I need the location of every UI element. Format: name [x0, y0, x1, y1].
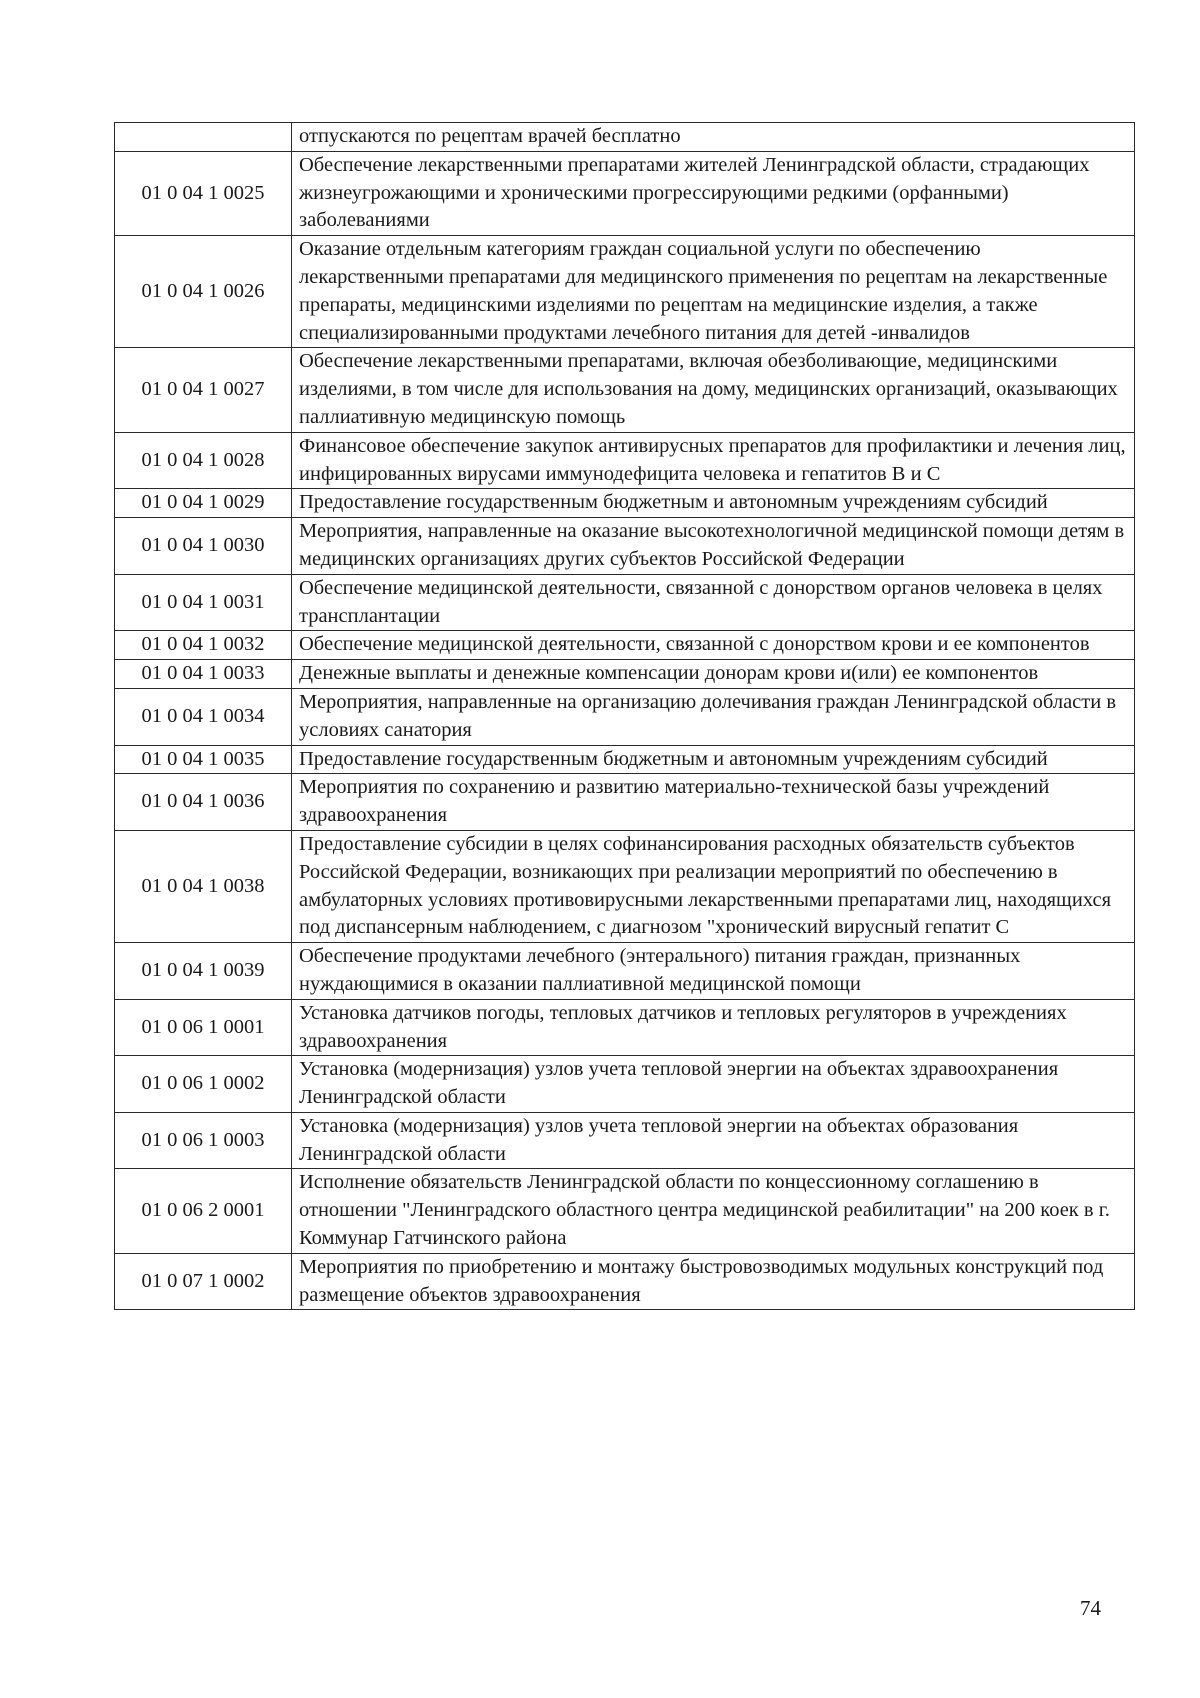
row-code: [115, 123, 292, 152]
budget-code-table: [114, 122, 1135, 1310]
row-description: Предоставление субсидии в целях софинансирования расходных обязательств субъектов Российской Федерации, возникающих при реализации мероприятий по обеспечению в амбулаторных условиях противовирусными лекарственными препаратами лиц, находящихся под диспансерным наблюдением, с диагнозом "хронический вирусный гепатит С: [292, 830, 1135, 942]
row-code: 01 0 04 1 0029: [115, 489, 292, 518]
table-row: [115, 151, 1135, 235]
table-row: [115, 631, 1135, 660]
row-description: Обеспечение лекарственными препаратами жителей Ленинградской области, страдающих жизнеугрожающими и хроническими прогрессирующими редкими (орфанными) заболеваниями: [292, 151, 1135, 235]
row-code: 01 0 04 1 0026: [115, 236, 292, 348]
table-row: [115, 688, 1135, 745]
row-description: Мероприятия, направленные на организацию долечивания граждан Ленинградской области в условиях санатория: [292, 688, 1135, 745]
row-description: Установка датчиков погоды, тепловых датчиков и тепловых регуляторов в учреждениях здравоохранения: [292, 999, 1135, 1056]
table-row: [115, 432, 1135, 489]
table-row: [115, 236, 1135, 348]
table-row: [115, 660, 1135, 689]
row-description: Оказание отдельным категориям граждан социальной услуги по обеспечению лекарственными препаратами для медицинского применения по рецептам на лекарственные препараты, медицинскими изделиями по рецептам на медицинские изделия, а также специализированными продуктами лечебного питания для детей -инвалидов: [292, 236, 1135, 348]
row-code: 01 0 04 1 0030: [115, 518, 292, 575]
table-row: [115, 1056, 1135, 1113]
page-number: 74: [1080, 1596, 1101, 1620]
table-row: [115, 1112, 1135, 1169]
row-description: Обеспечение лекарственными препаратами, включая обезболивающие, медицинскими изделиями, в том числе для использования на дому, медицинских организаций, оказывающих паллиативную медицинскую помощь: [292, 348, 1135, 432]
row-description: Установка (модернизация) узлов учета тепловой энергии на объектах образования Ленинградской области: [292, 1112, 1135, 1169]
row-code: 01 0 04 1 0028: [115, 432, 292, 489]
table-row: [115, 943, 1135, 1000]
row-description: Установка (модернизация) узлов учета тепловой энергии на объектах здравоохранения Ленинградской области: [292, 1056, 1135, 1113]
row-code: 01 0 04 1 0036: [115, 774, 292, 831]
table-row: [115, 348, 1135, 432]
table-row: [115, 745, 1135, 774]
table-row: [115, 774, 1135, 831]
row-description: Обеспечение медицинской деятельности, связанной с донорством крови и ее компонентов: [292, 631, 1135, 660]
row-code: 01 0 04 1 0031: [115, 574, 292, 631]
row-code: 01 0 04 1 0027: [115, 348, 292, 432]
row-code: 01 0 04 1 0039: [115, 943, 292, 1000]
table-row: [115, 574, 1135, 631]
table-row: [115, 123, 1135, 152]
row-description: Обеспечение продуктами лечебного (энтерального) питания граждан, признанных нуждающимися в оказании паллиативной медицинской помощи: [292, 943, 1135, 1000]
table-row: [115, 1253, 1135, 1310]
table-row: [115, 830, 1135, 942]
row-code: 01 0 04 1 0032: [115, 631, 292, 660]
row-code: 01 0 04 1 0025: [115, 151, 292, 235]
row-description: Обеспечение медицинской деятельности, связанной с донорством органов человека в целях трансплантации: [292, 574, 1135, 631]
row-description: отпускаются по рецептам врачей бесплатно: [292, 123, 1135, 152]
row-description: Предоставление государственным бюджетным и автономным учреждениям субсидий: [292, 745, 1135, 774]
row-code: 01 0 04 1 0035: [115, 745, 292, 774]
row-code: 01 0 04 1 0038: [115, 830, 292, 942]
row-description: Исполнение обязательств Ленинградской области по концессионному соглашению в отношении "Ленинградского областного центра медицинской реабилитации" на 200 коек в г. Коммунар Гатчинского района: [292, 1169, 1135, 1253]
row-code: 01 0 04 1 0034: [115, 688, 292, 745]
table-row: [115, 1169, 1135, 1253]
row-description: Денежные выплаты и денежные компенсации донорам крови и(или) ее компонентов: [292, 660, 1135, 689]
row-description: Мероприятия по приобретению и монтажу быстровозводимых модульных конструкций под размещение объектов здравоохранения: [292, 1253, 1135, 1310]
table-row: [115, 518, 1135, 575]
row-code: 01 0 07 1 0002: [115, 1253, 292, 1310]
table-row: [115, 489, 1135, 518]
row-code: 01 0 06 2 0001: [115, 1169, 292, 1253]
table-body: [115, 123, 1135, 1310]
row-description: Финансовое обеспечение закупок антивирусных препаратов для профилактики и лечения лиц, инфицированных вирусами иммунодефицита человека и гепатитов В и С: [292, 432, 1135, 489]
row-description: Предоставление государственным бюджетным и автономным учреждениям субсидий: [292, 489, 1135, 518]
row-description: Мероприятия по сохранению и развитию материально-технической базы учреждений здравоохранения: [292, 774, 1135, 831]
row-code: 01 0 06 1 0003: [115, 1112, 292, 1169]
table-row: [115, 999, 1135, 1056]
row-code: 01 0 06 1 0002: [115, 1056, 292, 1113]
row-code: 01 0 06 1 0001: [115, 999, 292, 1056]
row-description: Мероприятия, направленные на оказание высокотехнологичной медицинской помощи детям в медицинских организациях других субъектов Российской Федерации: [292, 518, 1135, 575]
row-code: 01 0 04 1 0033: [115, 660, 292, 689]
